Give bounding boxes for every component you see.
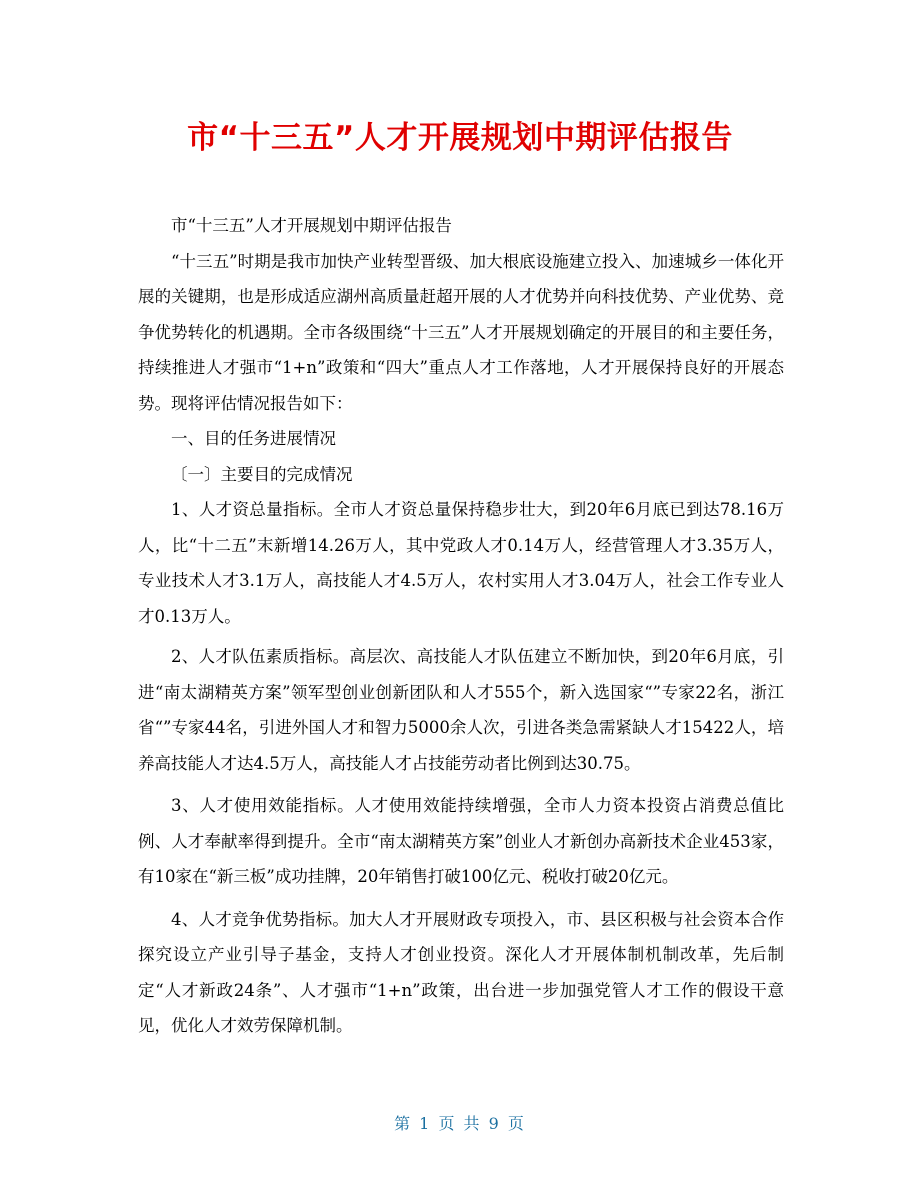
paragraph-item-1: 1、人才资总量指标。全市人才资总量保持稳步壮大，到20年6月底已到达78.16万人，比“十二五”末新增14.26万人，其中党政人才0.14万人，经营管理人才3.35万人，专业技术人才3.1万人，高技能人才4.5万人，农村实用人才3.04万人，社会工作专业人才0.13万人。: [138, 500, 784, 626]
paragraph-item-4: 4、人才竞争优势指标。加大人才开展财政专项投入，市、县区积极与社会资本合作探究设立产业引导子基金，支持人才创业投资。深化人才开展体制机制改革，先后制定“人才新政24条”、人才强市“1+n”政策，出台进一步加强党管人才工作的假设干意见，优化人才效劳保障机制。: [138, 909, 784, 1035]
paragraph-subtitle: 市“十三五”人才开展规划中期评估报告: [171, 216, 452, 235]
paragraph-item-2: 2、人才队伍素质指标。高层次、高技能人才队伍建立不断加快，到20年6月底，引进“南太湖精英方案”领军型创业创新团队和人才555个，新入选国家“”专家22名，浙江省“”专家44名，引进外国人才和智力5000余人次，引进各类急需紧缺人才15422人，培养高技能人才达4.5万人，高技能人才占技能劳动者比例到达30.75。: [138, 647, 784, 773]
section-heading: 一、目的任务进展情况: [171, 429, 336, 448]
page-number-footer: 第 1 页 共 9 页: [394, 1114, 526, 1133]
paragraph-item-3: 3、人才使用效能指标。人才使用效能持续增强，全市人力资本投资占消费总值比例、人才奉献率得到提升。全市“南太湖精英方案”创业人才新创办高新技术企业453家，有10家在“新三板”成功挂牌，20年销售打破100亿元、税收打破20亿元。: [138, 796, 784, 886]
document-title: 市“十三五”人才开展规划中期评估报告: [187, 120, 733, 156]
document-body: [138, 208, 784, 1044]
subsection-heading: 〔一〕主要目的完成情况: [171, 464, 353, 484]
paragraph-intro: “十三五”时期是我市加快产业转型晋级、加大根底设施建立投入、加速城乡一体化开展的关键期，也是形成适应湖州高质量赶超开展的人才优势并向科技优势、产业优势、竞争优势转化的机遇期。全市各级围绕“十三五”人才开展规划确定的开展目的和主要任务，持续推进人才强市“1+n”政策和“四大”重点人才工作落地，人才开展保持良好的开展态势。现将评估情况报告如下：: [138, 251, 784, 413]
